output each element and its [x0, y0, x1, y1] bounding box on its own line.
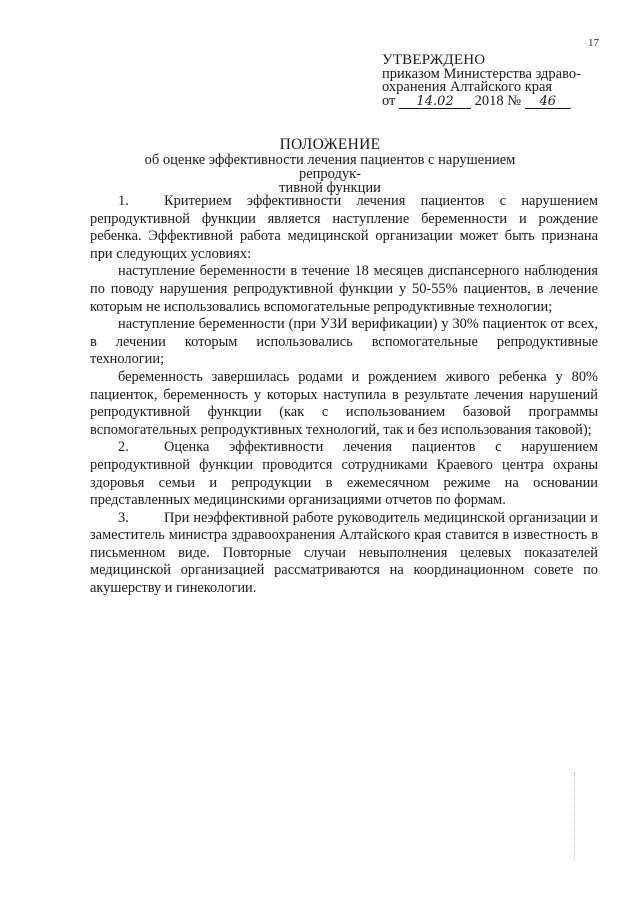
date-handwritten: 14.02: [399, 96, 471, 109]
paragraph-number: 1.: [118, 193, 129, 209]
paragraph-text: Оценка эффективности лечения пациентов с нарушением репродуктивной функции проводится сотрудниками Краевого центра охраны здоровья семьи и репродукции в ежемесячном режиме на основании представленных медицинскими организациями отчетов по формам.: [90, 439, 598, 509]
paragraph-text: наступление беременности в течение 18 месяцев диспансерного наблюдения по поводу нарушения репродуктивной функции у 50-55% пациентов, в лечение которым не использовались вспомогательные репродуктивные технологии;: [90, 263, 598, 315]
document-subtitle-line2: тивной функции: [279, 180, 381, 196]
paragraph-2: [90, 439, 598, 509]
paragraph-number: 3.: [118, 509, 129, 526]
page-number: 17: [588, 37, 599, 49]
paragraph-1: [90, 193, 598, 263]
approval-ministry-line: охранения Алтайского края: [382, 79, 553, 95]
scan-margin-mark: [574, 772, 576, 860]
order-number-handwritten: 46: [525, 96, 571, 109]
approval-heading: УТВЕРЖДЕНО: [382, 52, 486, 68]
year-number-label: 2018 №: [474, 92, 522, 109]
date-prefix: от: [382, 92, 396, 109]
document-subtitle-line1: об оценке эффективности лечения пациентов с нарушением репродук-: [144, 152, 516, 182]
paragraph-number: 2.: [118, 439, 129, 456]
paragraph-condition-1: [90, 263, 598, 316]
paragraph-text: наступление беременности (при УЗИ верификации) у 30% пациенток от всех, в лечении которым использовались вспомогательные репродуктивные технологии;: [90, 316, 598, 368]
paragraph-text: Критерием эффективности лечения пациентов с нарушением репродуктивной функции является наступление беременности и рождение ребенка. Эффективной работа медицинской организации может быть признана при следующих условиях:: [90, 193, 598, 262]
paragraph-text: При неэффективной работе руководитель медицинской организации и заместитель министра здравоохранения Алтайского края ставится в известность в письменном виде. Повторные случаи невыполнения целевых показателей медицинской организацией рассматриваются на координационном совете по акушерству и гинекологии.: [90, 509, 598, 597]
paragraph-condition-3: [90, 369, 598, 439]
paragraph-condition-2: [90, 316, 598, 369]
paragraph-3: [90, 510, 598, 598]
document-title: ПОЛОЖЕНИЕ: [279, 136, 381, 153]
approval-order-line: приказом Министерства здраво-: [382, 65, 581, 82]
title-block: [125, 138, 535, 195]
approval-block: [382, 54, 627, 109]
document-body: [90, 193, 598, 598]
approval-date-line: [382, 92, 627, 109]
paragraph-text: беременность завершилась родами и рождением живого ребенка у 80% пациенток, беременность у которых наступила в результате лечения нарушений репродуктивной функции (как с использованием базовой программы вспомогательных репродуктивных технологий, так и без использования таковой);: [90, 368, 598, 438]
